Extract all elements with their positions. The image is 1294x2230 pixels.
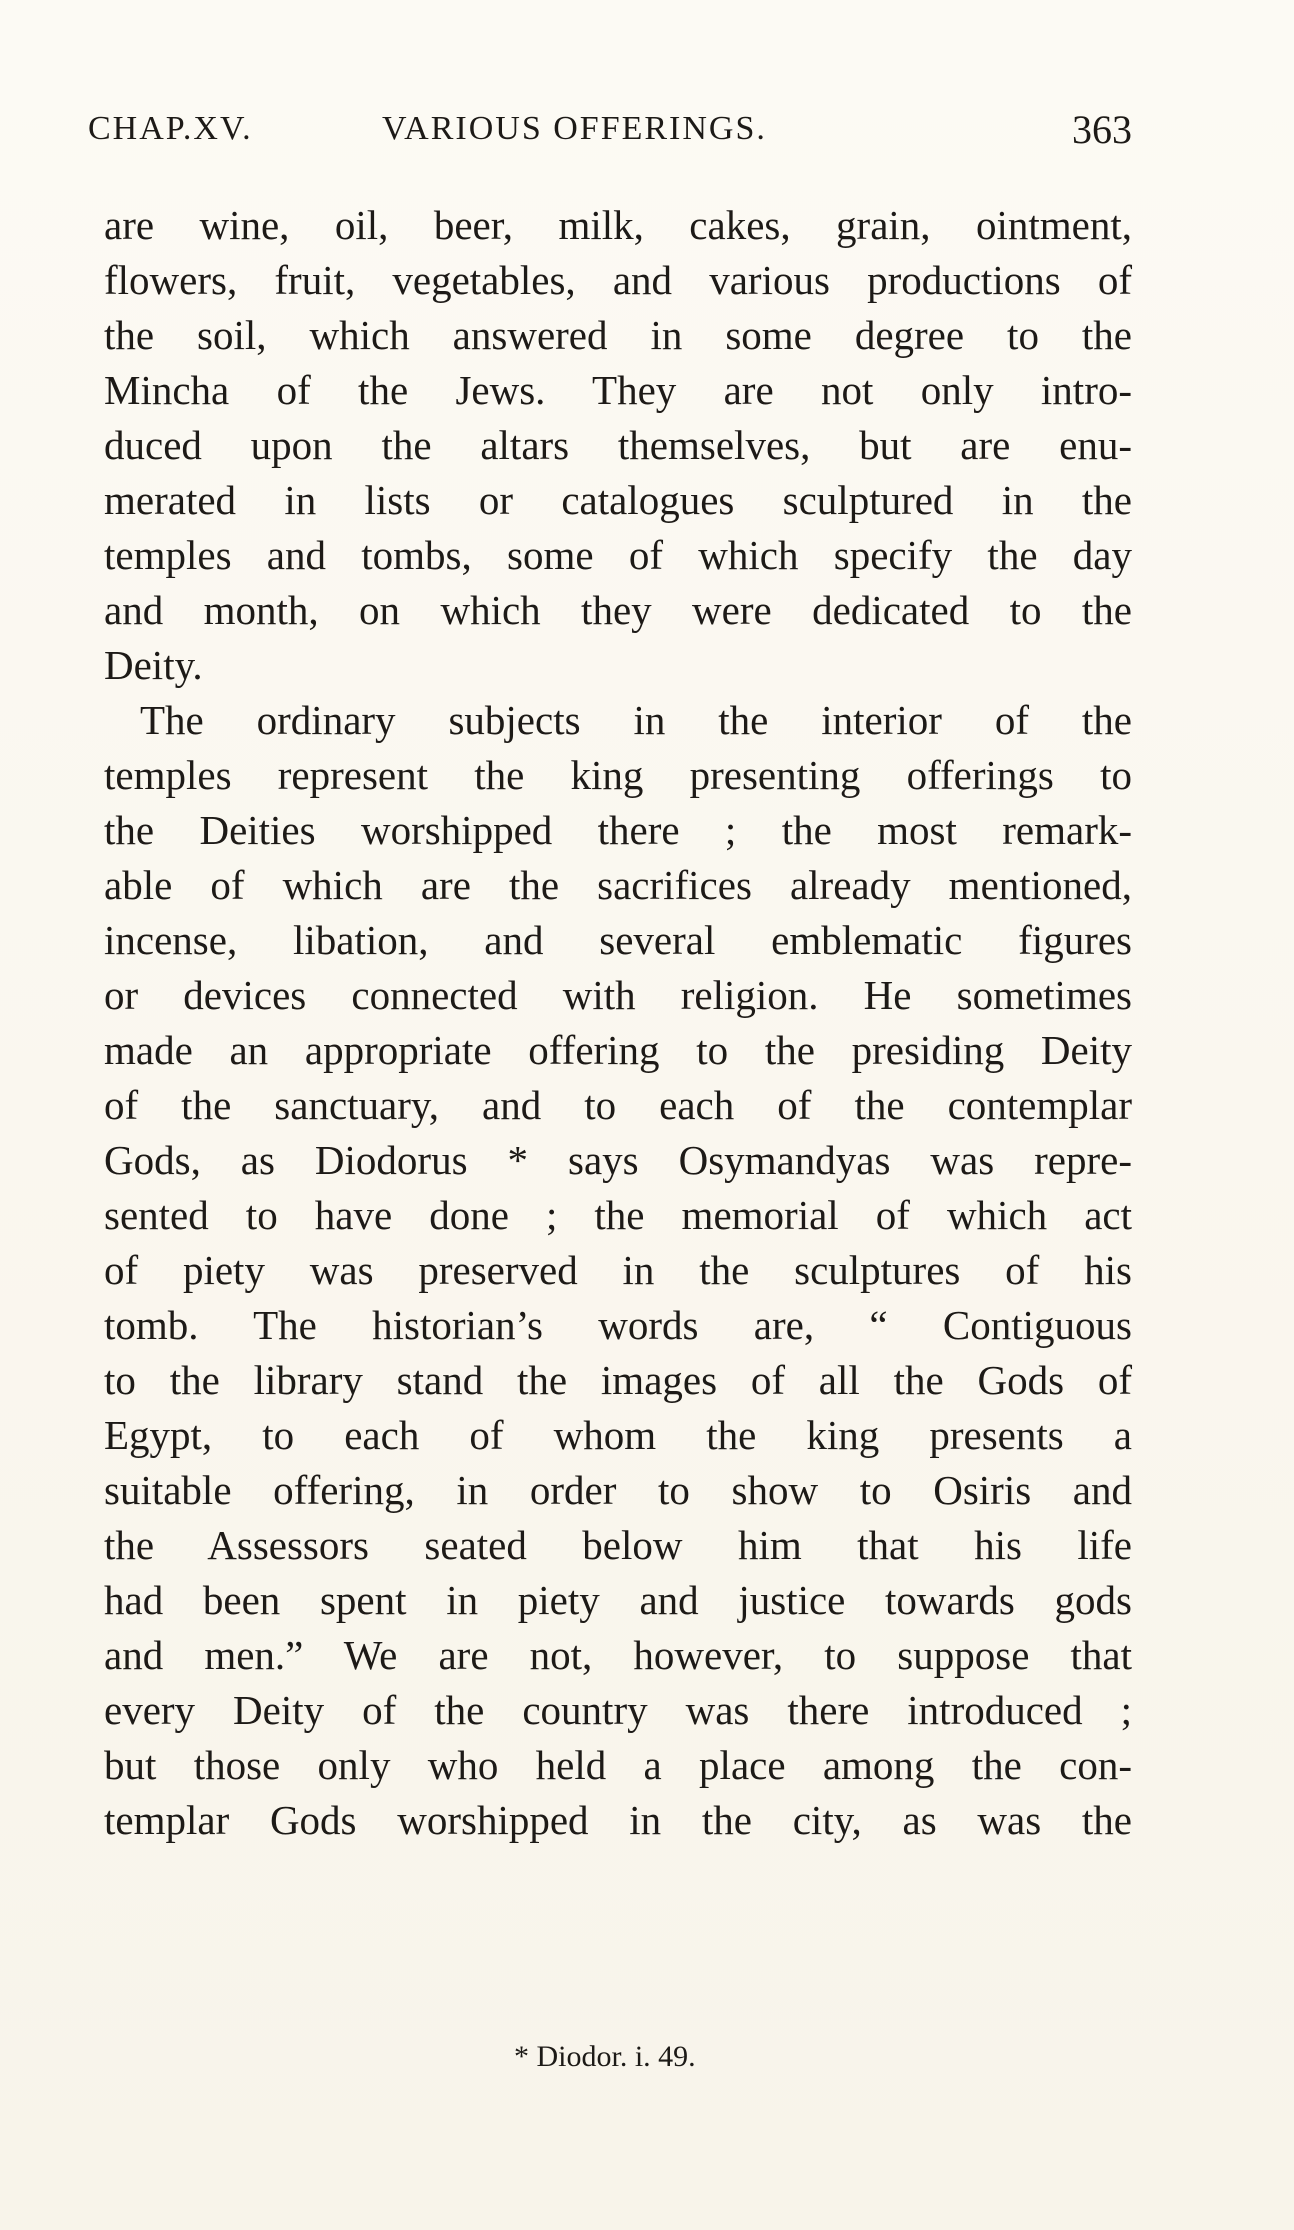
text-line: and men.” We are not, however, to suppose that [104,1632,1132,1678]
text-line: tomb. The historian’s words are, “ Contiguous [104,1302,1132,1348]
page-number: 363 [1072,107,1132,152]
text-line: the Assessors seated below him that his life [104,1522,1132,1568]
text-line: flowers, fruit, vegetables, and various productions of [104,257,1132,303]
text-line: Gods, as Diodorus * says Osymandyas was repre- [104,1137,1132,1183]
text-line: the Deities worshipped there ; the most remark- [104,807,1132,853]
text-line: duced upon the altars themselves, but are enu- [104,422,1132,468]
text-line: of piety was preserved in the sculptures of his [104,1247,1132,1293]
text-line: able of which are the sacrifices already mentioned, [104,862,1132,908]
text-line: made an appropriate offering to the presiding Deity [104,1027,1132,1073]
text-line: Egypt, to each of whom the king presents a [104,1412,1132,1458]
text-line: templar Gods worshipped in the city, as was the [104,1797,1132,1843]
main-text [104,198,1132,1848]
text-line: incense, libation, and several emblematic figures [104,917,1132,963]
text-line: temples represent the king presenting offerings to [104,752,1132,798]
running-header [88,107,1132,162]
text-line: sented to have done ; the memorial of which act [104,1192,1132,1238]
text-line: the soil, which answered in some degree to the [104,312,1132,358]
text-line: temples and tombs, some of which specify the day [104,532,1132,578]
text-line: of the sanctuary, and to each of the contemplar [104,1082,1132,1128]
text-line: to the library stand the images of all the Gods of [104,1357,1132,1403]
page-title: VARIOUS OFFERINGS. [382,110,767,147]
text-line: and month, on which they were dedicated to the [104,587,1132,633]
text-line: merated in lists or catalogues sculptured in the [104,477,1132,523]
text-line: but those only who held a place among the con- [104,1742,1132,1788]
text-line: Mincha of the Jews. They are not only intro- [104,367,1132,413]
text-line: had been spent in piety and justice towards gods [104,1577,1132,1623]
text-line: or devices connected with religion. He sometimes [104,972,1132,1018]
text-line: are wine, oil, beer, milk, cakes, grain, ointment, [104,202,1132,248]
footnote: * Diodor. i. 49. [514,2040,696,2073]
chapter-label: CHAP.XV. [88,110,253,147]
text-line: The ordinary subjects in the interior of the [140,697,1132,743]
text-line: suitable offering, in order to show to Osiris and [104,1467,1132,1513]
text-line: Deity. [104,642,203,688]
text-line: every Deity of the country was there introduced ; [104,1687,1132,1733]
